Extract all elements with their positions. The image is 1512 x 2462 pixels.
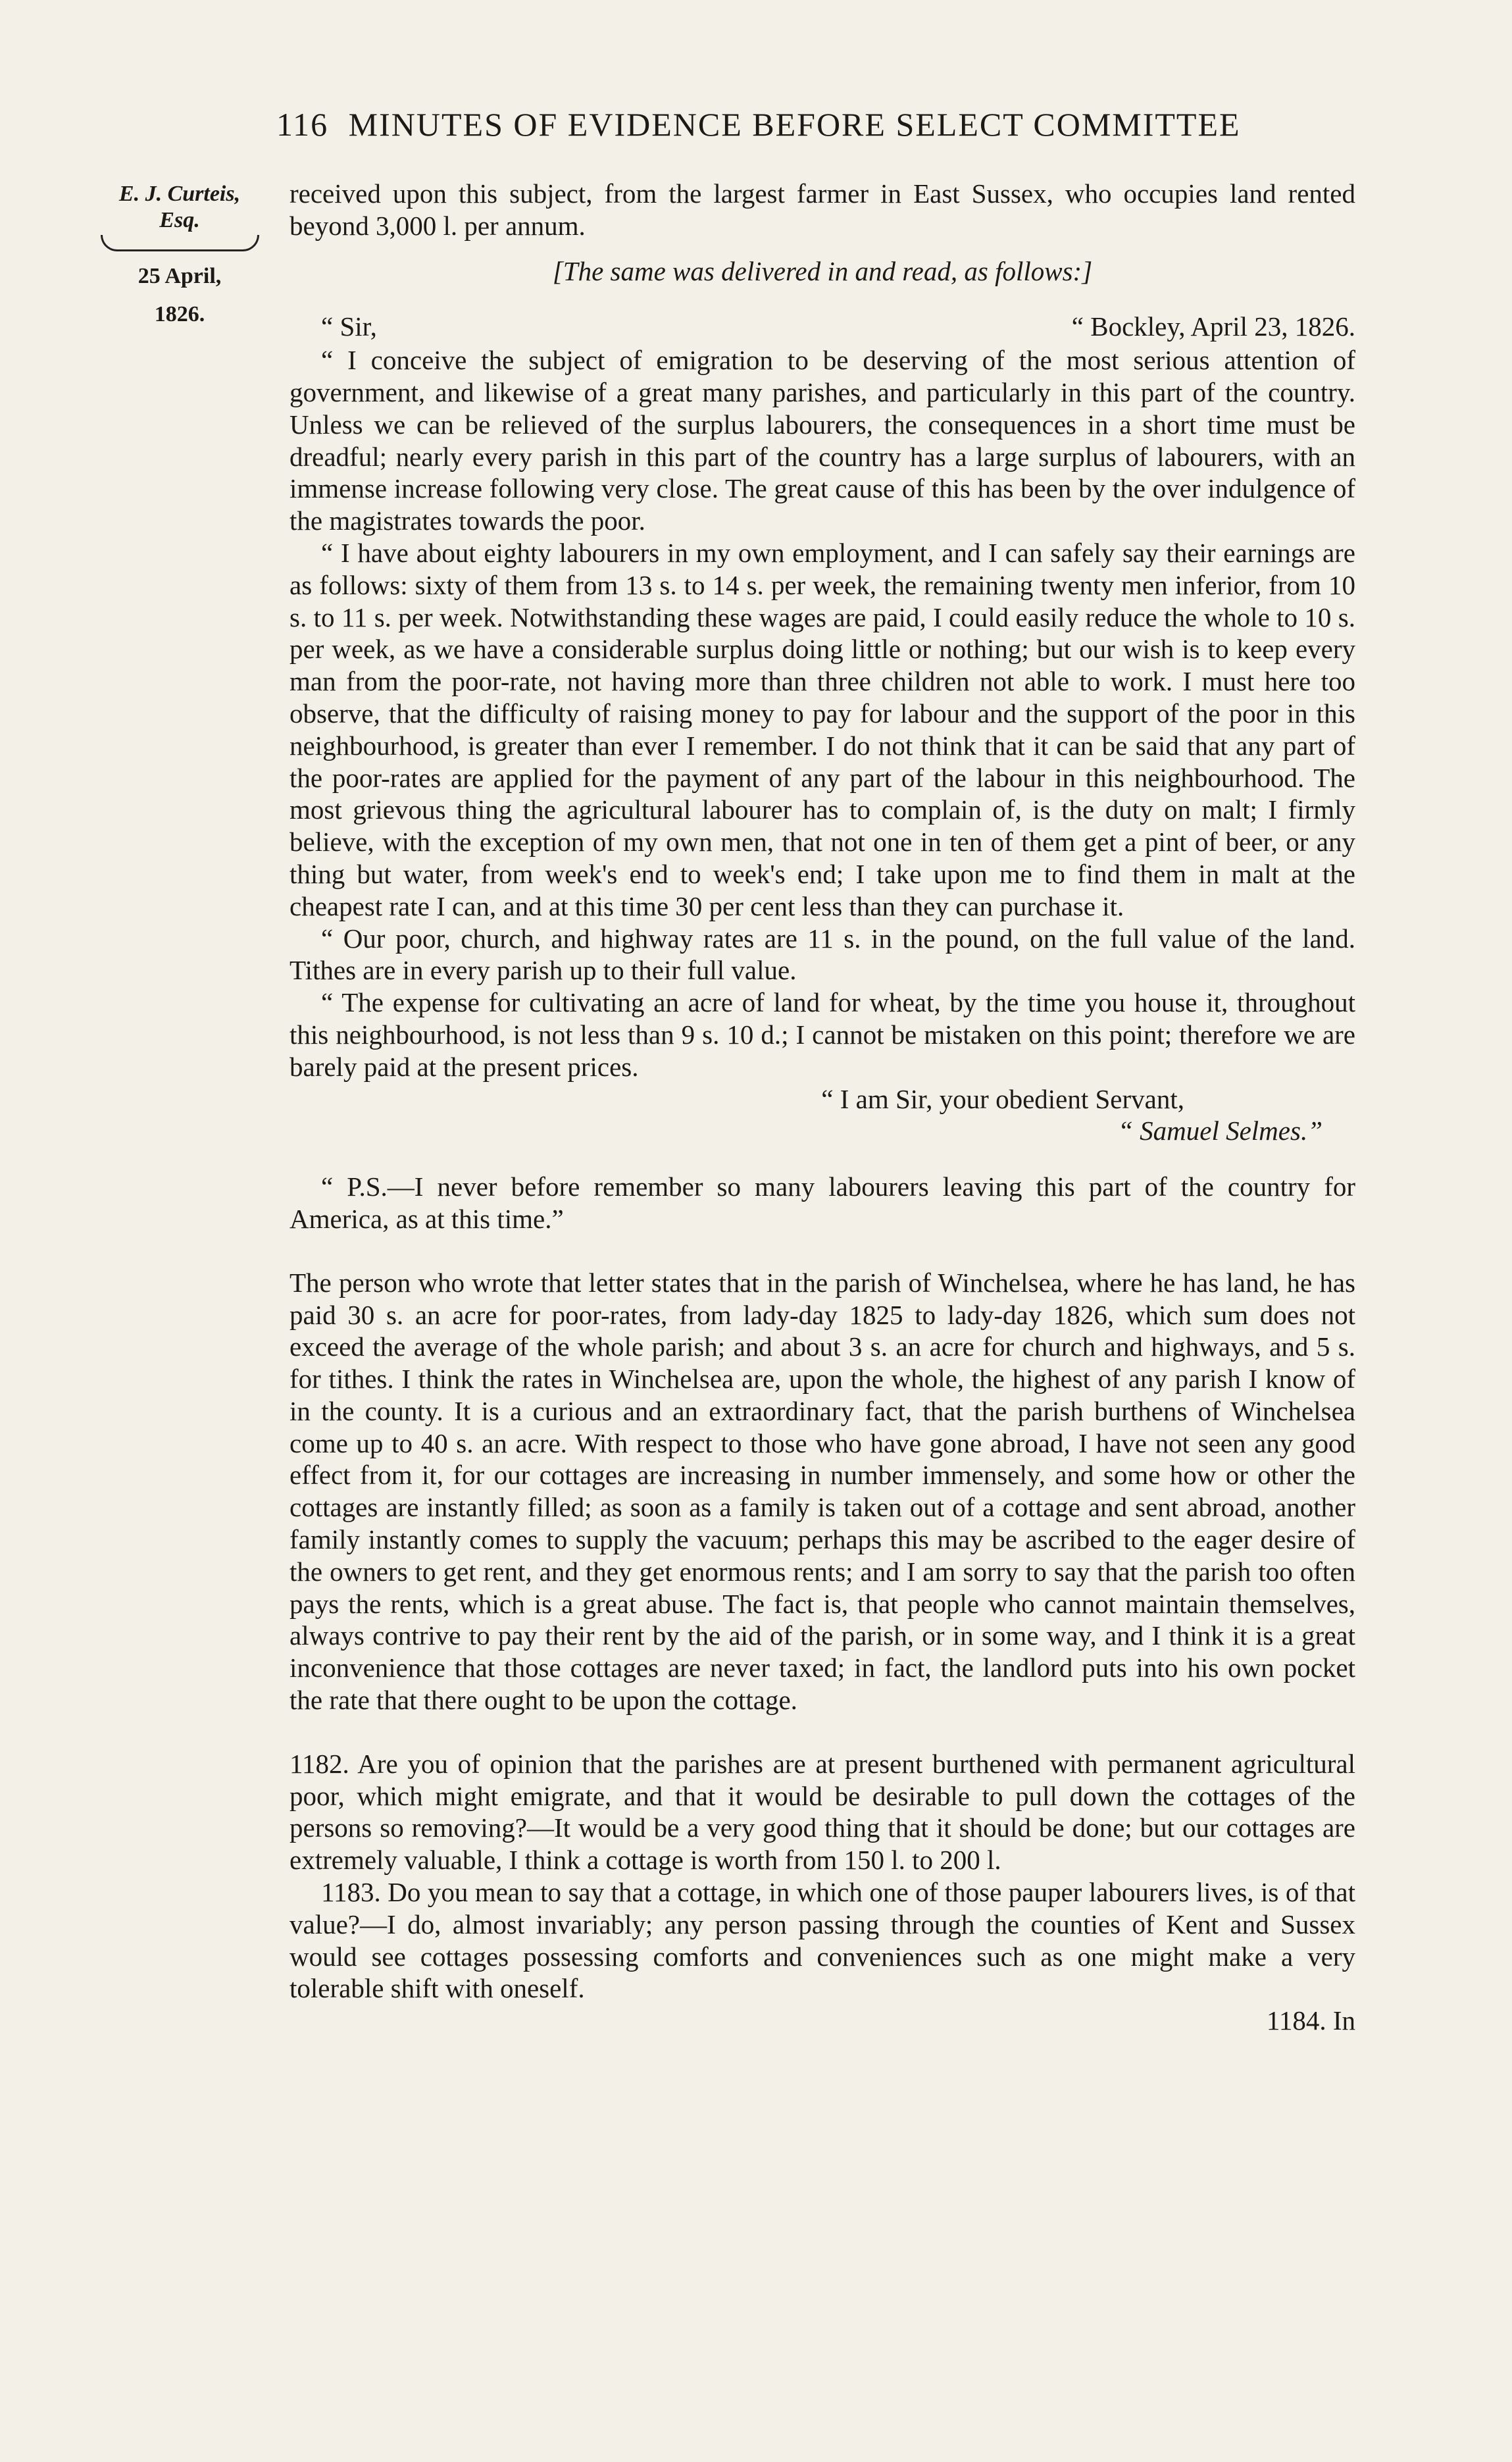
page-title: MINUTES OF EVIDENCE BEFORE SELECT COMMITTEE [348,106,1241,143]
running-header [276,105,1395,143]
witness-title: Esq. [159,208,200,232]
letter-salutation: “ Sir, [321,311,377,342]
margin-note [91,181,268,328]
witness-name: E. J. Curteis, [118,182,241,206]
question-1183: 1183. Do you mean to say that a cottage, in which one of those pauper labourers lives, is of that value?—I do, almost invariably; any person passing through the counties of Kent and Sussex would see cottages possessing comforts and conveniences such as one might make a very tolerable shift with oneself. [290,1877,1355,2004]
page-number: 116 [276,106,329,143]
main-text [290,178,1355,2037]
letter-paragraph: “ Our poor, church, and highway rates are 11 s. in the pound, on the full value of the land. Tithes are in every parish up to their full value. [290,923,1355,986]
letter-closing: “ I am Sir, your obedient Servant, [821,1083,1184,1114]
margin-date-line2: 1826. [154,302,205,326]
letter-paragraph: “ I conceive the subject of emigration to be deserving of the most serious attention of government, and likewise of a great many parishes, and particularly in this part of the country. Unless we can be relieved of the surplus labourers, the consequences in a short time must be dreadful; nearly every parish in this part of the country has a large surplus of labourers, with an immense increase following very close. The great cause of this has been by the over indulgence of the magistrates towards the poor. [290,345,1355,536]
letter-heading [290,311,1355,343]
letter-signature: “ Samuel Selmes.” [1118,1116,1323,1146]
intro-paragraph: received upon this subject, from the largest farmer in East Sussex, who occupies land rented beyond 3,000 l. per annum. [290,178,1355,241]
letter-postscript: “ P.S.—I never before remember so many labourers leaving this part of the country for America, as at this time.” [290,1171,1355,1234]
margin-date-line1: 25 April, [138,264,222,288]
letter-paragraph: “ The expense for cultivating an acre of land for wheat, by the time you house it, throughout this neighbourhood, is not less than 9 s. 10 d.; I cannot be mistaken on this point; therefore we are barely paid at the present prices. [290,987,1355,1082]
letter-paragraph: “ I have about eighty labourers in my own employment, and I can safely say their earnings are as follows: sixty of them from 13 s. to 14 s. per week, the remaining twenty men inferior, from 10 s. to 11 s. per week. Notwithstanding these wages are paid, I could easily reduce the whole to 10 s. per week, as we have a considerable surplus doing little or nothing; but our wish is to keep every man from the poor-rate, not having more than three children not able to work. I must here too observe, that the difficulty of raising money to pay for labour and the support of the poor in this neighbourhood, is greater than ever I remember. I do not think that it can be said that any part of the poor-rates are applied for the payment of any part of the labour in this neighbourhood. The most grievous thing the agricultural labourer has to complain of, is the duty on malt; I firmly believe, with the exception of my own men, that not one in ten of them get a pint of beer, or any thing but water, from week's end to week's end; I take upon me to find them in malt at the cheapest rate I can, and at this time 30 per cent less than they can purchase it. [290,537,1355,921]
question-1182: 1182. Are you of opinion that the parishes are at present burthened with permanent agricultural poor, which might emigrate, and that it would be desirable to pull down the cottages of the persons so removing?—It would be a very good thing that it should be done; but our cottages are extremely valuable, I think a cottage is worth from 150 l. to 200 l. [290,1748,1355,1876]
stage-direction: [The same was delivered in and read, as follows:] [552,255,1093,286]
letter-dateline: “ Bockley, April 23, 1826. [1071,311,1355,342]
catchword: 1184. In [1266,2005,1355,2036]
commentary-paragraph: The person who wrote that letter states that in the parish of Winchelsea, where he has land, he has paid 30 s. an acre for poor-rates, from lady-day 1825 to lady-day 1826, which sum does not exceed the average of the whole parish; and about 3 s. an acre for church and highways, and 5 s. for tithes. I think the rates in Winchelsea are, upon the whole, the highest of any parish I know of in the county. It is a curious and an extraordinary fact, that the parish burthens of Winchelsea come up to 40 s. an acre. With respect to those who have gone abroad, I have not seen any good effect from it, for our cottages are increasing in number immensely, and some how or other the cottages are instantly filled; as soon as a family is taken out of a cottage and sent abroad, another family instantly comes to supply the vacuum; perhaps this may be ascribed to the eager desire of the owners to get rent, and they get enormous rents; and I am sorry to say that the parish too often pays the rents, which is a great abuse. The fact is, that people who cannot maintain themselves, always contrive to pay their rent by the aid of the parish, or in some way, and I think it is a great inconvenience that those cottages are never taxed; in fact, the landlord puts into his own pocket the rate that there ought to be upon the cottage. [290,1267,1355,1716]
brace-icon [101,235,259,251]
